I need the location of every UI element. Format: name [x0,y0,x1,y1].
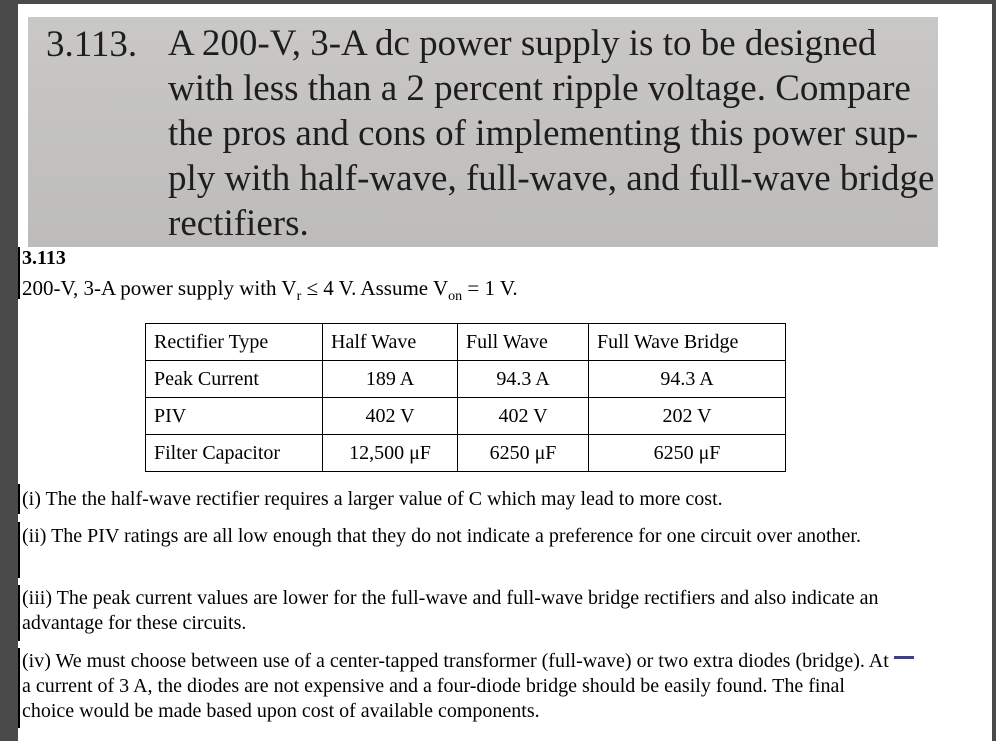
table-header: Full Wave Bridge [589,324,786,361]
table-cell: 402 V [323,398,458,435]
table-row [146,361,786,398]
table-header: Full Wave [458,324,589,361]
rectifier-table [145,323,786,472]
table-cell: 189 A [323,361,458,398]
solution-number: 3.113 [22,247,66,269]
table-row [146,435,786,472]
table-cell: 6250 μF [589,435,786,472]
margin-bar [18,585,20,641]
table-header-row [146,324,786,361]
table-cell: Filter Capacitor [146,435,323,472]
margin-bar [18,247,20,299]
table-header: Rectifier Type [146,324,323,361]
table-header: Half Wave [323,324,458,361]
problem-photo [28,17,938,247]
table-row [146,398,786,435]
table-cell: 402 V [458,398,589,435]
table-cell: 202 V [589,398,786,435]
note-paragraph: (iv) We must choose between use of a center-tapped transformer (full-wave) or two extra diodes (bridge). At a current of 3 A, the diodes are not expensive and a four-diode bridge should be easily found. The final choice would be made based upon cost of available components. [22,650,889,722]
problem-line: ply with half-wave, full-wave, and full-wave bridge [168,158,935,199]
table-cell: 94.3 A [458,361,589,398]
problem-statement [168,21,935,246]
problem-number: 3.113. [46,24,138,65]
problem-line: A 200-V, 3-A dc power supply is to be designed [168,23,877,64]
note-paragraph: (iii) The peak current values are lower for the full-wave and full-wave bridge rectifiers and also indicate an advantage for these circuits. [22,587,879,634]
problem-line: the pros and cons of implementing this power sup- [168,113,919,154]
margin-bar [18,484,20,514]
problem-line: with less than a 2 percent ripple voltage. Compare [168,68,911,109]
dash-mark [894,656,914,659]
table-cell: 94.3 A [589,361,786,398]
table-cell: Peak Current [146,361,323,398]
note-paragraph: (i) The the half-wave rectifier requires a larger value of C which may lead to more cost. [22,488,723,510]
problem-line: rectifiers. [168,203,309,244]
margin-bar [18,648,20,728]
table-cell: 6250 μF [458,435,589,472]
table-cell: 12,500 μF [323,435,458,472]
solution-intro: 200-V, 3-A power supply with $V_r \le 4$ V. Assume $V_{on} = 1$ V. [22,276,518,305]
margin-bar [18,522,20,578]
note-paragraph: (ii) The PIV ratings are all low enough that they do not indicate a preference for one circuit over another. [22,525,861,547]
table-cell: PIV [146,398,323,435]
document-page [18,4,992,741]
